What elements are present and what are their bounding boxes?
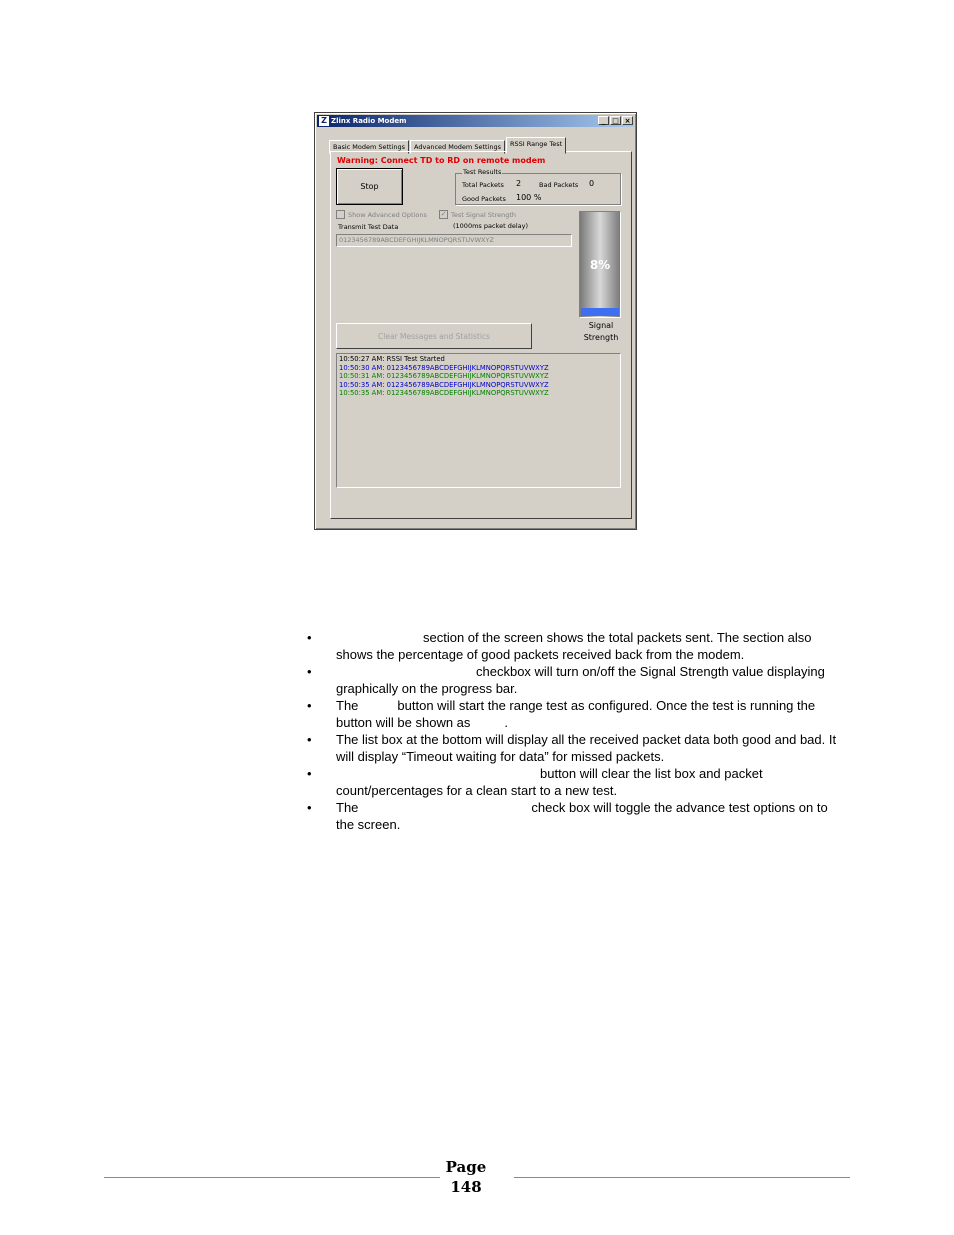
page-label: Page <box>445 1158 487 1176</box>
transmit-test-data-field[interactable]: 0123456789ABCDEFGHIJKLMNOPQRSTUVWXYZ <box>336 234 572 247</box>
title-bar <box>317 115 634 127</box>
tab-strip <box>329 137 567 151</box>
transmit-test-data-label: Transmit Test Data <box>338 223 399 231</box>
signal-strength-progress-bar <box>579 211 621 318</box>
clear-messages-button[interactable] <box>336 323 532 349</box>
bullet-text: section of the screen shows the total packets sent. The section also shows the percentage of good packets received back from the modem. <box>336 630 812 662</box>
bullet-glyph: • <box>307 766 312 781</box>
list-item: 10:50:31 AM: 0123456789ABCDEFGHIJKLMNOPQRSTUVWXYZ <box>339 372 549 380</box>
bullet-text: checkbox will turn on/off the Signal Strength value displaying graphically on the progress bar. <box>336 664 825 696</box>
page-number-value: 148 <box>450 1178 482 1196</box>
tab-advanced-modem-settings[interactable]: Advanced Modem Settings <box>410 140 505 154</box>
app-icon: Z <box>319 116 329 126</box>
bullet-test-signal-strength <box>304 663 844 697</box>
good-packets-label: Good Packets <box>462 195 506 203</box>
test-results-group <box>455 168 621 205</box>
good-packets-value: 100 % <box>516 193 542 202</box>
clear-messages-label: Clear Messages and Statistics <box>378 331 490 341</box>
list-item: 10:50:30 AM: 0123456789ABCDEFGHIJKLMNOPQRSTUVWXYZ <box>339 363 549 372</box>
bullet-text: check box will toggle the advance test options on to the screen. <box>336 800 828 832</box>
signal-label-line2: Strength <box>583 333 619 342</box>
maximize-icon[interactable]: □ <box>610 116 621 125</box>
page-number <box>442 1157 490 1197</box>
feature-bullet-list <box>304 629 844 833</box>
signal-strength-label <box>573 320 629 344</box>
bullet-glyph: • <box>307 698 312 713</box>
list-item: 10:50:27 AM: RSSI Test Started <box>339 355 445 363</box>
window-title: Zlinx Radio Modem <box>331 117 407 125</box>
bullet-text: The list box at the bottom will display all the received packet data both good and bad. It will display “Timeout waiting for data” for missed packets. <box>336 732 837 764</box>
signal-label-line1: Signal <box>588 321 614 330</box>
show-advanced-options-label: Show Advanced Options <box>348 210 427 219</box>
bullet-glyph: • <box>307 800 312 815</box>
footer-rule-right <box>514 1177 850 1178</box>
bullet-clear-button <box>304 765 844 799</box>
stop-button-label: Stop <box>360 182 379 191</box>
bullet-glyph: • <box>307 630 312 645</box>
test-signal-strength-checkbox[interactable] <box>439 210 516 219</box>
checkmark-icon: ✓ <box>440 210 447 218</box>
checkbox-empty-icon <box>336 210 345 219</box>
total-packets-label: Total Packets <box>462 181 504 189</box>
bad-packets-label: Bad Packets <box>539 181 579 189</box>
minimize-icon[interactable]: _ <box>598 116 609 125</box>
tab-rssi-range-test[interactable]: RSSI Range Test <box>506 137 566 154</box>
bullet-lead: The <box>336 698 359 713</box>
footer-rule-left <box>104 1177 440 1178</box>
bullet-tail: . <box>504 715 509 730</box>
test-results-legend: Test Results <box>463 168 502 176</box>
total-packets-value: 2 <box>516 179 522 188</box>
bullet-start-button <box>304 697 844 731</box>
app-window-screenshot <box>314 112 637 530</box>
show-advanced-options-checkbox[interactable] <box>336 210 427 219</box>
bullet-glyph: • <box>307 732 312 747</box>
bullet-lead: The <box>336 800 359 815</box>
tab-basic-modem-settings[interactable]: Basic Modem Settings <box>329 140 409 154</box>
signal-strength-percent: 8% <box>589 258 611 272</box>
message-list-box[interactable] <box>336 353 621 488</box>
test-signal-strength-label: Test Signal Strength <box>451 210 517 219</box>
bullet-glyph: • <box>307 664 312 679</box>
bullet-show-advanced <box>304 799 844 833</box>
signal-strength-fill <box>581 308 619 316</box>
bullet-list-box <box>304 731 844 765</box>
bullet-text: button will start the range test as configured. Once the test is running the button will be shown as <box>336 698 816 730</box>
bullet-text: button will clear the list box and packet count/percentages for a clean start to a new test. <box>336 766 763 798</box>
packet-delay-label: (1000ms packet delay) <box>453 222 528 230</box>
bullet-test-results <box>304 629 844 663</box>
list-item: 10:50:35 AM: 0123456789ABCDEFGHIJKLMNOPQRSTUVWXYZ <box>339 389 549 397</box>
bad-packets-value: 0 <box>589 179 595 188</box>
stop-button[interactable] <box>336 168 403 205</box>
close-icon[interactable]: × <box>622 116 633 125</box>
warning-text: Warning: Connect TD to RD on remote modem <box>337 156 546 165</box>
list-item: 10:50:35 AM: 0123456789ABCDEFGHIJKLMNOPQRSTUVWXYZ <box>339 380 549 389</box>
